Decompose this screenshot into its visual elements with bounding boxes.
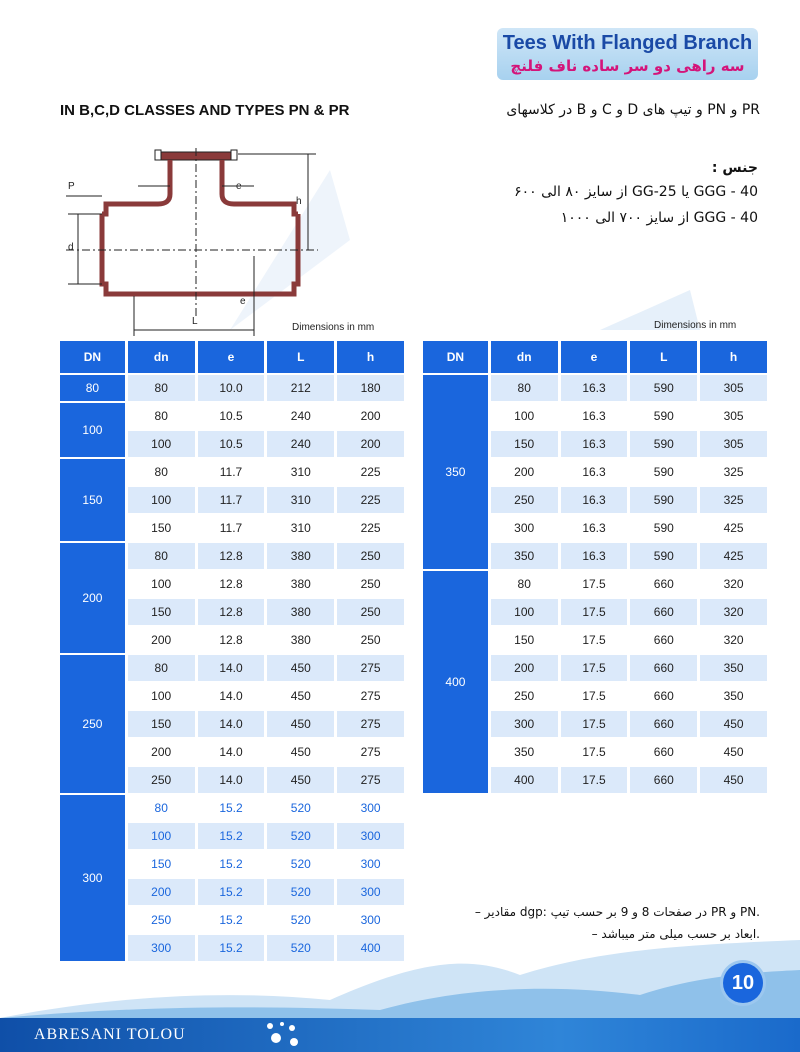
material-spec — [514, 160, 758, 236]
cell-dn: 200 — [491, 459, 558, 485]
cell-dn: 150 — [491, 627, 558, 653]
cell-h: 320 — [700, 571, 767, 597]
cell-h: 200 — [337, 403, 404, 429]
cell-l: 590 — [630, 487, 697, 513]
cell-l: 660 — [630, 571, 697, 597]
cell-l: 660 — [630, 683, 697, 709]
page-title: Tees With Flanged Branch — [502, 32, 753, 54]
cell-l: 240 — [267, 403, 334, 429]
cell-e: 14.0 — [198, 767, 265, 793]
cell-h: 350 — [700, 683, 767, 709]
cell-h: 275 — [337, 739, 404, 765]
cell-e: 16.3 — [561, 487, 628, 513]
table-header-row — [423, 341, 767, 373]
cell-l: 310 — [267, 487, 334, 513]
subtitle-english: IN B,C,D CLASSES AND TYPES PN & PR — [60, 102, 350, 119]
dn-group-cell: 100 — [60, 403, 125, 457]
label-h: h — [296, 196, 302, 207]
cell-e: 15.2 — [198, 879, 265, 905]
cell-h: 275 — [337, 711, 404, 737]
header-e: e — [561, 341, 628, 373]
cell-e: 17.5 — [561, 739, 628, 765]
header-dn-branch: dn — [491, 341, 558, 373]
label-l: L — [192, 316, 198, 327]
cell-h: 180 — [337, 375, 404, 401]
dn-group-cell: 80 — [60, 375, 125, 401]
cell-dn: 300 — [491, 515, 558, 541]
cell-e: 11.7 — [198, 459, 265, 485]
cell-l: 380 — [267, 543, 334, 569]
cell-e: 15.2 — [198, 795, 265, 821]
cell-l: 660 — [630, 711, 697, 737]
cell-e: 16.3 — [561, 403, 628, 429]
cell-l: 520 — [267, 879, 334, 905]
cell-dn: 80 — [491, 375, 558, 401]
label-p: P — [68, 181, 75, 192]
header-dn-branch: dn — [128, 341, 195, 373]
cell-h: 400 — [337, 935, 404, 961]
title-box — [497, 28, 758, 80]
cell-e: 12.8 — [198, 599, 265, 625]
cell-l: 450 — [267, 767, 334, 793]
footer-brand: ABRESANI TOLOU — [34, 1026, 186, 1043]
cell-l: 660 — [630, 599, 697, 625]
cell-e: 11.7 — [198, 487, 265, 513]
cell-dn: 80 — [491, 571, 558, 597]
dn-group-cell: 150 — [60, 459, 125, 541]
cell-h: 300 — [337, 879, 404, 905]
cell-l: 380 — [267, 627, 334, 653]
table-row — [60, 543, 404, 569]
cell-dn: 100 — [128, 431, 195, 457]
cell-e: 16.3 — [561, 431, 628, 457]
cell-l: 590 — [630, 431, 697, 457]
cell-l: 520 — [267, 935, 334, 961]
cell-h: 325 — [700, 487, 767, 513]
cell-dn: 200 — [491, 655, 558, 681]
cell-dn: 80 — [128, 459, 195, 485]
cell-h: 425 — [700, 543, 767, 569]
cell-e: 14.0 — [198, 711, 265, 737]
cell-h: 325 — [700, 459, 767, 485]
cell-h: 300 — [337, 851, 404, 877]
cell-h: 305 — [700, 431, 767, 457]
dimensions-note-right: Dimensions in mm — [654, 320, 737, 331]
tee-diagram — [58, 146, 338, 342]
cell-dn: 80 — [128, 375, 195, 401]
note-2: – ابعاد بر حسب میلی متر میباشد. — [591, 927, 760, 941]
cell-l: 660 — [630, 655, 697, 681]
cell-h: 450 — [700, 739, 767, 765]
cell-h: 225 — [337, 487, 404, 513]
cell-dn: 150 — [491, 431, 558, 457]
cell-e: 16.3 — [561, 375, 628, 401]
cell-e: 15.2 — [198, 935, 265, 961]
cell-e: 17.5 — [561, 599, 628, 625]
dn-group-cell: 350 — [423, 375, 488, 569]
dn-group-cell: 400 — [423, 571, 488, 793]
cell-l: 590 — [630, 403, 697, 429]
cell-dn: 80 — [128, 403, 195, 429]
cell-l: 212 — [267, 375, 334, 401]
header-h: h — [700, 341, 767, 373]
header-dn: DN — [423, 341, 488, 373]
right-dimensions-table — [420, 339, 770, 795]
cell-e: 17.5 — [561, 767, 628, 793]
cell-e: 14.0 — [198, 683, 265, 709]
label-d: d — [68, 242, 74, 253]
cell-dn: 80 — [128, 795, 195, 821]
cell-l: 520 — [267, 823, 334, 849]
cell-dn: 150 — [128, 599, 195, 625]
cell-dn: 250 — [491, 683, 558, 709]
subtitle-persian: در کلاسهای B و C و D و تیپ های PN و PR — [506, 102, 760, 118]
cell-e: 10.0 — [198, 375, 265, 401]
cell-l: 450 — [267, 711, 334, 737]
page-title-persian: سه راهی دو سر ساده ناف فلنچ — [510, 57, 745, 75]
cell-l: 520 — [267, 907, 334, 933]
table-row — [60, 375, 404, 401]
cell-dn: 150 — [128, 515, 195, 541]
header-l: L — [630, 341, 697, 373]
cell-l: 380 — [267, 599, 334, 625]
cell-dn: 350 — [491, 543, 558, 569]
cell-l: 660 — [630, 739, 697, 765]
cell-dn: 250 — [491, 487, 558, 513]
cell-h: 275 — [337, 655, 404, 681]
cell-h: 305 — [700, 403, 767, 429]
cell-e: 16.3 — [561, 543, 628, 569]
cell-l: 450 — [267, 683, 334, 709]
cell-l: 520 — [267, 795, 334, 821]
cell-dn: 300 — [128, 935, 195, 961]
cell-e: 12.8 — [198, 571, 265, 597]
cell-dn: 250 — [128, 907, 195, 933]
note-1: – مقادیر dgp: در صفحات 8 و 9 بر حسب تیپ PR و PN. — [474, 905, 760, 919]
cell-h: 320 — [700, 627, 767, 653]
cell-e: 14.0 — [198, 655, 265, 681]
dn-group-cell: 300 — [60, 795, 125, 961]
cell-dn: 200 — [128, 879, 195, 905]
cell-e: 16.3 — [561, 459, 628, 485]
table-row — [60, 403, 404, 429]
cell-dn: 100 — [128, 823, 195, 849]
cell-h: 225 — [337, 515, 404, 541]
table-header-row — [60, 341, 404, 373]
cell-dn: 300 — [491, 711, 558, 737]
cell-h: 250 — [337, 571, 404, 597]
label-e-top: e — [236, 181, 242, 192]
cell-dn: 100 — [491, 403, 558, 429]
cell-dn: 80 — [128, 655, 195, 681]
cell-l: 450 — [267, 655, 334, 681]
notes — [475, 905, 760, 949]
header-h: h — [337, 341, 404, 373]
footer-bubbles-icon — [260, 1018, 320, 1052]
table-row — [60, 795, 404, 821]
table-row — [60, 459, 404, 485]
cell-dn: 250 — [128, 767, 195, 793]
cell-e: 11.7 — [198, 515, 265, 541]
cell-h: 300 — [337, 823, 404, 849]
cell-dn: 200 — [128, 739, 195, 765]
cell-l: 380 — [267, 571, 334, 597]
cell-e: 17.5 — [561, 571, 628, 597]
cell-l: 590 — [630, 375, 697, 401]
material-line-1: از سایز ۸۰ الی ۶۰۰ GG-25 یا GGG - 40 — [514, 184, 758, 200]
cell-dn: 100 — [491, 599, 558, 625]
cell-l: 310 — [267, 515, 334, 541]
material-line-2: از سایز ۷۰۰ الی ۱۰۰۰ GGG - 40 — [560, 210, 758, 226]
cell-h: 225 — [337, 459, 404, 485]
table-row — [60, 655, 404, 681]
dn-group-cell: 250 — [60, 655, 125, 793]
cell-dn: 80 — [128, 543, 195, 569]
cell-e: 15.2 — [198, 907, 265, 933]
cell-l: 310 — [267, 459, 334, 485]
cell-h: 450 — [700, 711, 767, 737]
cell-e: 17.5 — [561, 711, 628, 737]
cell-l: 240 — [267, 431, 334, 457]
dn-group-cell: 200 — [60, 543, 125, 653]
cell-h: 300 — [337, 907, 404, 933]
left-dimensions-table — [57, 339, 407, 963]
header-l: L — [267, 341, 334, 373]
cell-l: 590 — [630, 459, 697, 485]
cell-l: 520 — [267, 851, 334, 877]
cell-e: 17.5 — [561, 683, 628, 709]
cell-dn: 400 — [491, 767, 558, 793]
cell-h: 250 — [337, 627, 404, 653]
cell-e: 17.5 — [561, 627, 628, 653]
cell-h: 300 — [337, 795, 404, 821]
table-row — [423, 571, 767, 597]
cell-dn: 150 — [128, 711, 195, 737]
page-number: 10 — [723, 963, 763, 1003]
cell-h: 200 — [337, 431, 404, 457]
cell-l: 590 — [630, 543, 697, 569]
cell-h: 275 — [337, 683, 404, 709]
cell-h: 250 — [337, 599, 404, 625]
cell-e: 16.3 — [561, 515, 628, 541]
cell-dn: 200 — [128, 627, 195, 653]
cell-e: 12.8 — [198, 627, 265, 653]
cell-dn: 350 — [491, 739, 558, 765]
cell-l: 660 — [630, 767, 697, 793]
cell-e: 17.5 — [561, 655, 628, 681]
cell-l: 450 — [267, 739, 334, 765]
cell-h: 320 — [700, 599, 767, 625]
cell-e: 15.2 — [198, 851, 265, 877]
cell-h: 275 — [337, 767, 404, 793]
table-row — [423, 375, 767, 401]
cell-dn: 100 — [128, 683, 195, 709]
header-dn: DN — [60, 341, 125, 373]
material-title: جنس : — [711, 160, 758, 176]
cell-dn: 100 — [128, 487, 195, 513]
cell-h: 425 — [700, 515, 767, 541]
cell-e: 12.8 — [198, 543, 265, 569]
cell-h: 305 — [700, 375, 767, 401]
label-e-bottom: e — [240, 296, 246, 307]
cell-e: 15.2 — [198, 823, 265, 849]
cell-h: 450 — [700, 767, 767, 793]
cell-h: 250 — [337, 543, 404, 569]
header-e: e — [198, 341, 265, 373]
cell-e: 10.5 — [198, 431, 265, 457]
cell-h: 350 — [700, 655, 767, 681]
cell-dn: 150 — [128, 851, 195, 877]
cell-e: 10.5 — [198, 403, 265, 429]
cell-l: 590 — [630, 515, 697, 541]
dimensions-note-left: Dimensions in mm — [292, 322, 375, 333]
cell-dn: 100 — [128, 571, 195, 597]
cell-l: 660 — [630, 627, 697, 653]
cell-e: 14.0 — [198, 739, 265, 765]
